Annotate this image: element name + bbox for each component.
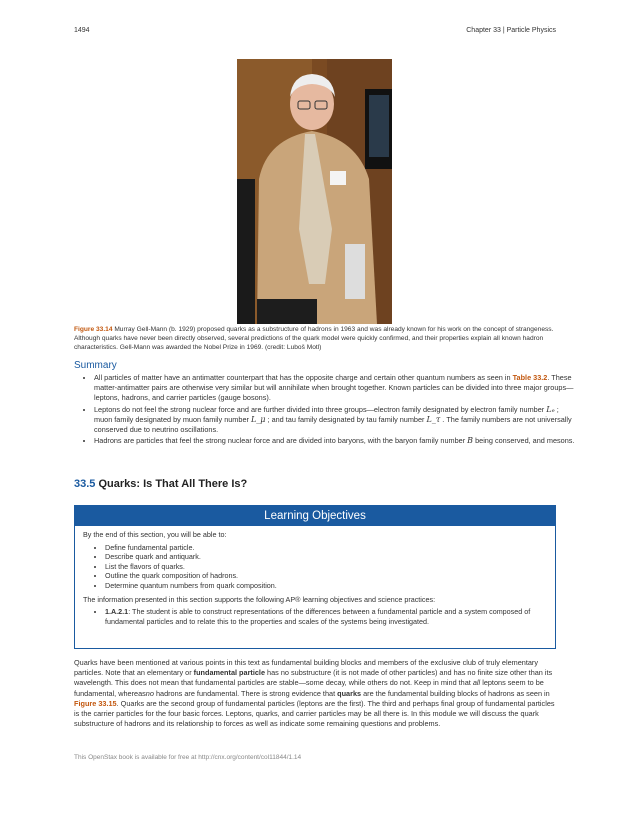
ap-objective-list (83, 607, 547, 626)
section-number: 33.5 (74, 478, 96, 490)
section-heading (74, 478, 247, 490)
footer-note: This OpenStax book is available for free at http://cnx.org/content/col11844/1.14 (74, 754, 302, 761)
ap-objective-item (105, 607, 547, 626)
objective-item: • Outline the quark composition of hadrons. (105, 571, 547, 581)
text: leptons seem to be fundamental, whereas (74, 678, 544, 698)
summary-item (94, 373, 578, 404)
ap-code: 1.A.2.1 (105, 607, 129, 617)
text: All particles of matter have an antimatter counterpart that has the opposite charge and certain other quantum numbers as seen in (94, 373, 513, 382)
text: Quarks have been mentioned at various points in this text as fundamental building blocks and members of the exclusive club of truly elementary particles. Note that an elementary or (74, 658, 539, 678)
electron-family-number: Lₑ (546, 404, 555, 414)
text: has no substructure (it is not made of other particles) and has no finite size other than its wavelength. This does not mean that fundamental particles are stable—some decay, while others do not. Keep in mind that (74, 668, 553, 688)
photo-illustration (237, 59, 392, 324)
tau-family-number: L_τ (426, 414, 441, 424)
figure-label: Figure 33.14 (74, 326, 113, 333)
lo-intro: By the end of this section, you will be able to: (83, 530, 227, 539)
text: Leptons do not feel the strong nuclear force and are further divided into three groups—electron family designated by electron family number (94, 404, 547, 414)
body-paragraph (74, 658, 558, 729)
emphasis-all: all (472, 678, 481, 688)
text: Hadrons are particles that feel the strong nuclear force and are divided into baryons, with the baryon family number (94, 436, 468, 446)
muon-family-number: L_μ (250, 414, 266, 424)
figure-caption-text: Murray Gell-Mann (b. 1929) proposed quarks as a substructure of hadrons in 1963 and was already known for his work on the concept of strangeness. Although quarks have never been directly observed, several predictions of the quark model were quickly confirmed, and their properties explain all known hadron characteristics. Gell-Mann was awarded the Nobel Prize in 1969. (credit: Luboš Motl) (74, 326, 554, 351)
figure-33-15-link[interactable]: Figure 33.15 (74, 698, 117, 708)
emphasis-no: no (145, 688, 154, 698)
learning-objectives-heading: Learning Objectives (75, 506, 555, 526)
section-title: Quarks: Is That All There Is? (95, 478, 248, 490)
term-quarks: quarks (337, 688, 362, 698)
text: being conserved, and mesons. (473, 436, 575, 446)
summary-heading: Summary (74, 360, 117, 371)
chapter-title: Chapter 33 | Particle Physics (466, 27, 556, 34)
text: ; and tau family designated by tau family number (265, 414, 427, 424)
term-fundamental-particle: fundamental particle (193, 668, 266, 678)
objective-item: • List the flavors of quarks. (105, 562, 547, 572)
figure-photo (237, 59, 392, 324)
text: . The family numbers are not universally conserved due to neutrino oscillations. (94, 414, 572, 435)
text: ; muon family designated by muon family number (94, 404, 559, 424)
text: are the fundamental building blocks of hadrons as seen in (361, 688, 550, 698)
page-number: 1494 (74, 27, 90, 34)
objective-item: • Determine quantum numbers from quark composition. (105, 581, 547, 591)
learning-objectives-box (74, 505, 556, 649)
summary-item (94, 436, 578, 446)
text: hadrons are fundamental. There is strong evidence that (153, 688, 338, 698)
text: . These matter-antimatter pairs are otherwise very similar but will annihilate when brought together. Known particles can be divided into three major groups—leptons, hadrons, and carrier particles (gauge bosons). (94, 373, 574, 403)
objective-item: • Describe quark and antiquark. (105, 552, 547, 562)
objective-item: • Define fundamental particle. (105, 543, 547, 553)
summary-item (94, 405, 578, 436)
table-33-2-link[interactable]: Table 33.2 (512, 373, 548, 382)
text: . Quarks are the second group of fundamental particles (leptons are the first). The third and perhaps final group of fundamental particles is the carrier particles for the four basic forces. Leptons, quarks, and carrier particles may be all there is. In this module we will discuss the quark substructure of hadrons and its relationship to forces as well as indicate some remaining questions and problems. (74, 698, 555, 729)
figure-caption (74, 326, 558, 352)
baryon-family-number: B (467, 436, 474, 446)
objective-list (83, 543, 547, 591)
ap-intro: The information presented in this section supports the following AP® learning objectives and science practices: (83, 594, 436, 604)
ap-text: : The student is able to construct representations of the differences between a fundamental particle and a system composed of fundamental particles and to relate this to the properties and scales of the systems being investigated. (105, 607, 531, 626)
summary-list (74, 373, 578, 447)
